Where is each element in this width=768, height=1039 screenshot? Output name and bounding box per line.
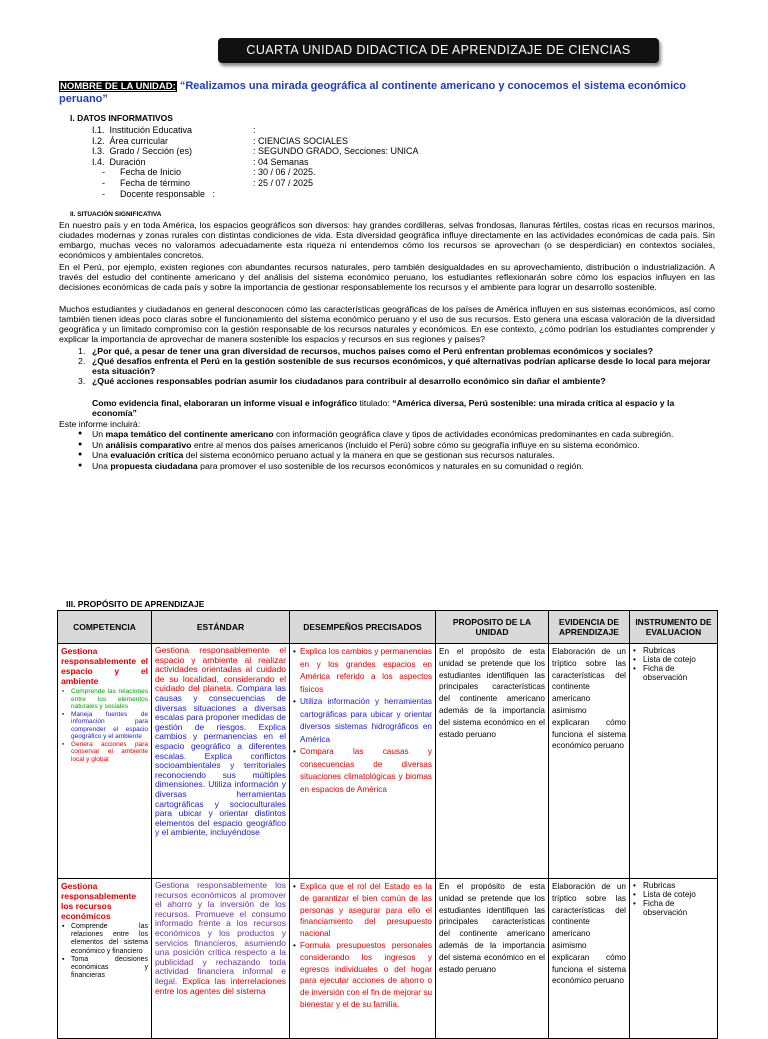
bullet-icon: ● (78, 451, 83, 458)
includes-item (78, 429, 718, 440)
bullet-icon: • (633, 881, 636, 890)
desempeno-text: Compara las causas y consecuencias de diversas situaciones climatológicas y biomas en espacios de América (300, 747, 432, 794)
header-desempenos: DESEMPEÑOS PRECISADOS (290, 611, 436, 644)
header-estandar: ESTÁNDAR (152, 611, 290, 644)
info-value: : CIENCIAS SOCIALES (253, 135, 349, 146)
evidencia-cell (549, 879, 630, 1039)
unit-name (59, 80, 719, 105)
estandar-text-blue: Compara las causas y consecuencias de diversas situaciones a diversas escalas para proponer medidas de gestión de riesgos. Explica cambios y permanencias en el espacio geográfico a diferentes escalas. Explica conflictos socioambientales y territoriales reconociendo sus múltiples dimensiones. (155, 683, 286, 790)
proposito-cell (436, 879, 549, 1039)
estandar-cell (152, 879, 290, 1039)
question-text: ¿Qué desafíos enfrenta el Perú en la gestión sostenible de sus recursos económicos, y qué alternativas podrían aplicarse desde lo local para mejorar esta situación? (92, 356, 711, 376)
includes-pre: Un (92, 429, 106, 439)
info-key: I.3. Grado / Sección (es) (92, 146, 193, 157)
instrumento-text: Ficha de observación (643, 899, 688, 917)
situation-heading: II. SITUACIÓN SIGNIFICATIVA (70, 211, 162, 218)
desempenos-list (293, 881, 432, 1011)
info-key: I.2. Área curricular (92, 135, 169, 146)
instrumento-item (633, 646, 714, 655)
competencia-title: Gestiona responsablemente los recursos económicos (61, 881, 137, 921)
bullet-icon: • (293, 647, 296, 656)
competencia-capacity (61, 741, 148, 764)
bullet-icon: ● (78, 440, 83, 448)
includes-post: con información geográfica clave y tipos de actividades económicas predominantes en cada subregión. (273, 429, 674, 439)
evidencia-text: Elaboración de un tríptico sobre las características del continente americano asimismo explicaran cómo funciona el sistema económico peruano (552, 882, 626, 986)
info-key: - Fecha de Inicio (92, 167, 182, 178)
desempeno-item (293, 881, 432, 940)
table-row (58, 644, 718, 879)
questions-list (78, 346, 718, 386)
includes-item (78, 450, 718, 461)
estandar-cell (152, 644, 290, 879)
info-key: - Docente responsable : (92, 188, 216, 199)
desempeno-text: Explica los cambios y permanencias en y los grandes espacios en América referido a los aspectos físicos (300, 647, 432, 694)
bullet-icon: ▪ (62, 688, 65, 695)
bullet-icon: • (293, 882, 296, 891)
capacity-text: Comprende las relaciones entre los elementos del sistema económico y financiero (71, 923, 148, 955)
desempeno-text: Formula presupuestos personales considerando los ingresos y egresos individuales o del hogar para ejecutar acciones de ahorro o de inversión con el fin de mejorar su bienestar y el de su familia. (300, 940, 432, 1009)
evidence-lead: Como evidencia final, elaboraran un informe visual e infográfico (92, 398, 358, 408)
bullet-icon: • (293, 747, 296, 756)
competencia-capacity (61, 956, 148, 981)
includes-bold: evaluación crítica (110, 450, 184, 460)
question-number: 1. (78, 346, 86, 356)
evidence-mid: titulado: (357, 398, 393, 408)
instrumento-item (633, 664, 714, 682)
includes-item (78, 461, 718, 472)
desempeno-text: Explica que el rol del Estado es la de garantizar el bien común de las personas y asegurar para ello el financiamiento del presupuesto nacional (300, 882, 432, 939)
desempenos-cell (290, 879, 436, 1039)
unit-title: “Realizamos una mirada geográfica al continente americano y conocemos el sistema económico peruano” (59, 80, 686, 105)
instrumento-text: Rubricas (643, 881, 676, 890)
question-number: 2. (78, 356, 86, 366)
includes-post: del sistema económico peruano actual y la manera en que se gestionan sus recursos naturales. (183, 450, 555, 460)
includes-item (78, 440, 718, 451)
header-competencia: COMPETENCIA (58, 611, 152, 644)
includes-label: Este informe incluirá: (59, 419, 141, 429)
desempeno-item (293, 696, 432, 746)
desempeno-item (293, 646, 432, 696)
question-item (78, 346, 718, 356)
instrumento-item (633, 881, 714, 890)
instrumento-item (633, 655, 714, 664)
purpose-table (57, 610, 718, 1039)
info-value: : SEGUNDO GRADO, Secciones: UNICA (253, 146, 419, 157)
proposito-text: En el propósito de esta unidad se pretende que los estudiantes identifiquen las principales características del continente americano además de la importancia del sistema económico en el estado peruano (439, 647, 545, 739)
instrumento-cell (630, 879, 718, 1039)
bullet-icon: ▪ (62, 955, 65, 963)
capacity-text: Maneja fuentes de información para comprender el espacio geográfico y el ambiente (71, 710, 148, 740)
instrumento-text: Lista de cotejo (643, 890, 696, 899)
header-instrumento: INSTRUMENTO DE EVALUACION (630, 611, 718, 644)
bullet-icon: • (293, 697, 296, 706)
table-row (58, 879, 718, 1039)
desempenos-list (293, 646, 432, 796)
instrumentos-list (633, 646, 714, 682)
question-text: ¿Por qué, a pesar de tener una gran diversidad de recursos, muchos países como el Perú enfrentan problemas económicos y sociales? (92, 346, 654, 356)
estandar-text-red: Explica las interrelaciones entre los agentes del sistema (155, 975, 286, 996)
includes-bold: análisis comparativo (105, 439, 192, 450)
estandar-text-blue: Gestiona responsablemente los recursos económicos al promover el ahorro y la inversión de los recursos. Promueve el consumo informado frente a los recursos económicos y los productos y servicios financieros, asumiendo una posición crítica respecto a la publicidad y rechazando toda actividad financiera informal e ilegal. (155, 880, 286, 986)
bullet-icon: ● (78, 430, 83, 437)
info-heading: I. DATOS INFORMATIVOS (70, 113, 173, 123)
competencia-capacities (61, 688, 148, 763)
purpose-heading: III. PROPÓSITO DE APRENDIZAJE (66, 599, 205, 609)
question-item (78, 356, 718, 376)
competencia-title: Gestiona responsablemente el espacio y el ambiente (61, 646, 148, 686)
instrumento-text: Lista de cotejo (643, 655, 696, 664)
bullet-icon: ▪ (62, 923, 65, 930)
info-value: : (253, 125, 256, 135)
desempenos-cell (290, 644, 436, 879)
bullet-icon: • (293, 940, 296, 950)
header-evidencia: EVIDENCIA DE APRENDIZAJE (549, 611, 630, 644)
instrumento-item (633, 890, 714, 899)
info-value: : 04 Semanas (253, 156, 309, 167)
proposito-text: En el propósito de esta unidad se pretende que los estudiantes identifiquen las principales características del continente americano además de la importancia del sistema económico en el estado peruano (439, 882, 545, 974)
bullet-icon: ▪ (62, 740, 65, 748)
bullet-icon: • (633, 899, 636, 908)
bullet-icon: • (633, 646, 636, 655)
competencia-capacity (61, 711, 148, 741)
question-number: 3. (78, 376, 86, 386)
competencia-capacity (61, 688, 148, 711)
evidencia-cell (549, 644, 630, 879)
competencia-cell (58, 879, 152, 1039)
unit-banner: CUARTA UNIDAD DIDACTICA DE APRENDIZAJE DE CIENCIAS (218, 38, 659, 63)
situation-paragraph-2: En el Perú, por ejemplo, existen regiones con abundantes recursos naturales, pero también desigualdades en su aprovechamiento, distribución o industrialización. A través del estudio del continente americano y del análisis del sistema económico peruano, los estudiantes reflexionarán sobre cómo los espacios influyen en las decisiones económicas de cada país y sobre la importancia de gestionar responsablemente los recursos y el ambiente para lograr un desarrollo sostenible. (59, 262, 715, 292)
info-value: : 25 / 07 / 2025 (253, 177, 314, 188)
proposito-cell (436, 644, 549, 879)
includes-pre: Un (92, 439, 106, 450)
capacity-text: Toma decisiones económicas y financieras (71, 955, 148, 980)
includes-post: entre al menos dos países americanos (incluido el Perú) sobre cómo su geografía influye en su sistema económico. (191, 439, 640, 450)
question-text: ¿Qué acciones responsables podrían asumir los ciudadanos para contribuir al desarrollo económico sin dañar el ambiente? (92, 376, 606, 386)
instrumento-item (633, 899, 714, 917)
instrumento-cell (630, 644, 718, 879)
includes-post: para promover el uso sostenible de los recursos económicos y naturales en su comunidad o región. (197, 460, 584, 471)
includes-bold: propuesta ciudadana (110, 460, 198, 471)
evidence-statement (92, 398, 718, 418)
evidencia-text: Elaboración de un tríptico sobre las características del continente americano asimismo explicaran cómo funciona el sistema económico peruano (552, 647, 626, 751)
bullet-icon: • (633, 890, 636, 899)
includes-list (78, 429, 718, 471)
includes-bold: mapa temático del continente americano (105, 429, 274, 439)
bullet-icon: • (633, 664, 636, 673)
question-item (78, 376, 718, 386)
competencia-capacity (61, 923, 148, 956)
includes-pre: Una (92, 450, 111, 460)
bullet-icon: ▪ (62, 710, 65, 718)
situation-paragraph-3: Muchos estudiantes y ciudadanos en general desconocen cómo las características geográficas de los países de América influyen en sus sistemas económicos, así como también tienen ideas poco claras sobre el funcionamiento del sistema económico peruano y el uso de sus recursos. Esto genera una escasa valoración de la diversidad geográfica y un limitado compromiso con la gestión responsable de los recursos naturales y económicos. En ese contexto, ¿cómo podrían los estudiantes comprender y explicar la importancia de aprovechar de manera sostenible los espacios y recursos en sus regiones y países? (59, 304, 715, 344)
instrumento-text: Rubricas (643, 646, 676, 655)
header-proposito: PROPOSITO DE LA UNIDAD (436, 611, 549, 644)
bullet-icon: • (633, 655, 636, 664)
info-key: - Fecha de término (92, 177, 191, 188)
capacity-text: Comprende las relaciones entre los elementos naturales y sociales (71, 688, 148, 710)
evidence-title: “América diversa, Perú sostenible: una mirada crítica al espacio y la economía” (92, 398, 675, 418)
desempeno-item (293, 940, 432, 1011)
unit-name-label: NOMBRE DE LA UNIDAD: (60, 81, 176, 92)
instrumentos-list (633, 881, 714, 917)
includes-pre: Una (92, 460, 111, 471)
info-key: I.1. Institución Educativa (92, 125, 193, 135)
instrumento-text: Ficha de observación (643, 664, 688, 682)
estandar-text-blue-2: Utiliza información y diversas herramientas cartográficas y socioculturales para ubicar y orientar distintos elementos del espacio geográfico y el ambiente, incluyéndose (155, 779, 286, 838)
info-key: I.4. Duración (92, 156, 146, 167)
estandar-text-red: Gestiona responsablemente el espacio y ambiente al realizar actividades orientadas al cuidado de su localidad, considerando el cuidado del planeta. (155, 645, 286, 694)
info-value: : 30 / 06 / 2025. (253, 167, 316, 178)
situation-paragraph-1: En nuestro país y en toda América, los espacios geográficos son diversos: hay grandes cordilleras, selvas frondosas, llanuras fértiles, costas ricas en recursos marinos, ciudades modernas y zonas rurales con distintas condiciones de vida. Esta diversidad geográfica influye directamente en las actividades económicas de cada país. Sin embargo, muchas veces no valoramos adecuadamente esta riqueza ni entendemos cómo los recursos se aprovechan (o se desperdician) en contextos sociales, económicos y ambientales concretos. (59, 220, 715, 260)
competencia-cell (58, 644, 152, 879)
capacity-text: Genera acciones para conservar el ambiente local y global (71, 740, 148, 763)
desempeno-text: Utiliza información y herramientas cartográficas para ubicar y orientar diversos sistemas hidrográficos en América (300, 697, 432, 744)
bullet-icon: ● (78, 461, 83, 469)
desempeno-item (293, 746, 432, 796)
competencia-capacities (61, 923, 148, 980)
